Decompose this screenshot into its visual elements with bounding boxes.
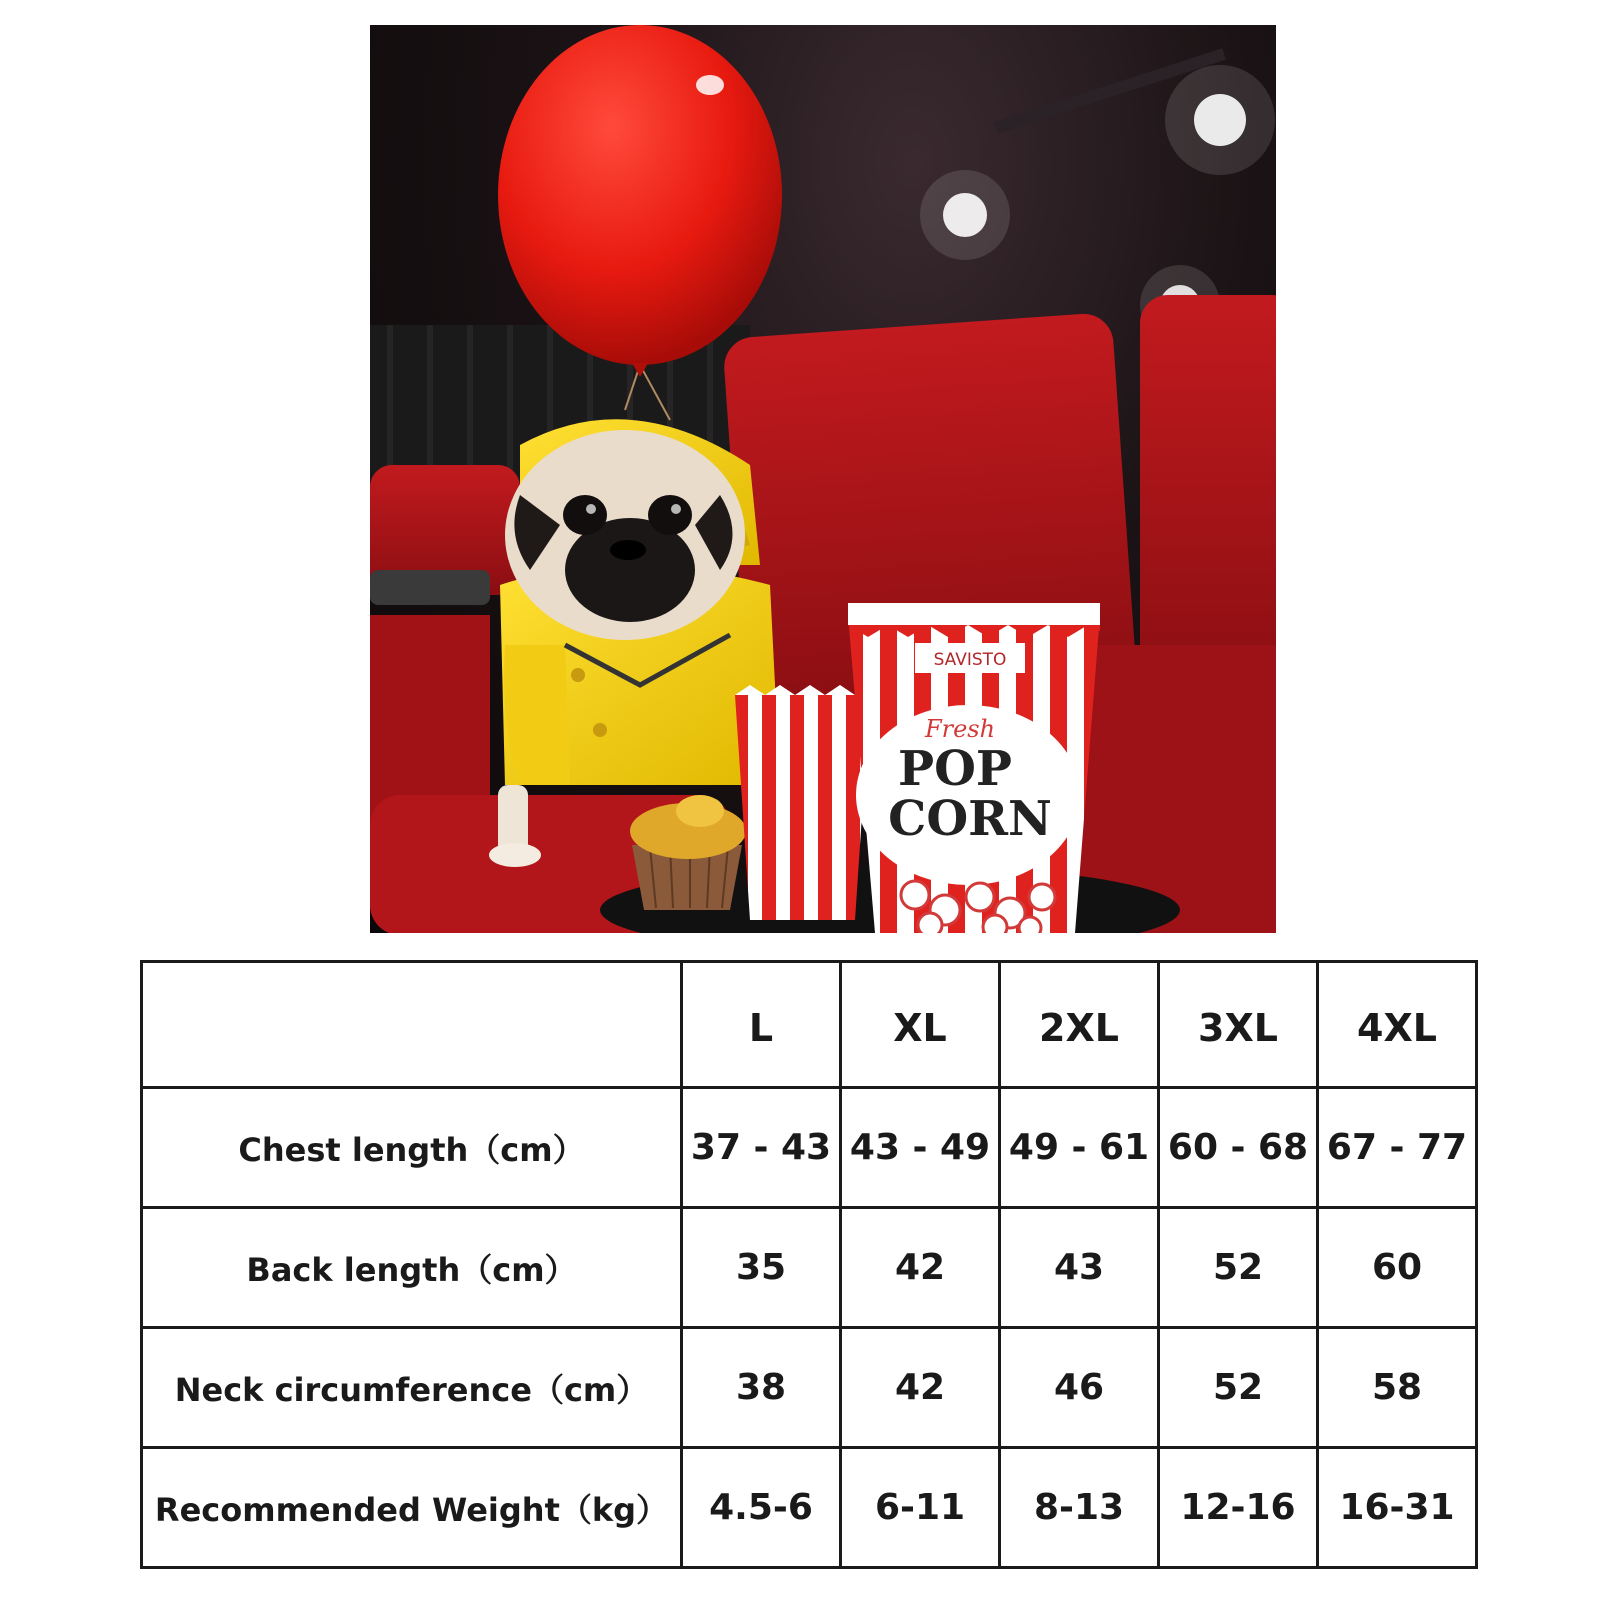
table-cell: 8-13 xyxy=(1000,1448,1159,1568)
table-cell: 43 xyxy=(1000,1208,1159,1328)
table-cell: 37 - 43 xyxy=(682,1088,841,1208)
table-cell: 60 - 68 xyxy=(1159,1088,1318,1208)
table-cell: 43 - 49 xyxy=(841,1088,1000,1208)
header-empty-cell xyxy=(142,962,682,1088)
table-row xyxy=(142,1328,1477,1448)
table-cell: 46 xyxy=(1000,1328,1159,1448)
cupcake xyxy=(630,795,746,910)
popcorn-brand-label: SAVISTO xyxy=(933,650,1007,670)
row-label: Chest length（cm） xyxy=(142,1088,682,1208)
size-header: 2XL xyxy=(1000,962,1159,1088)
product-photo xyxy=(370,25,1276,933)
large-popcorn-box xyxy=(848,603,1100,933)
table-cell: 16-31 xyxy=(1318,1448,1477,1568)
table-cell: 42 xyxy=(841,1328,1000,1448)
table-cell: 12-16 xyxy=(1159,1448,1318,1568)
popcorn-line1-label: POP xyxy=(898,741,1012,797)
table-cell: 52 xyxy=(1159,1328,1318,1448)
row-label: Recommended Weight（kg） xyxy=(142,1448,682,1568)
table-row xyxy=(142,1208,1477,1328)
popcorn-fresh-label: Fresh xyxy=(924,715,996,743)
size-header: 3XL xyxy=(1159,962,1318,1088)
size-header: 4XL xyxy=(1318,962,1477,1088)
row-label: Back length（cm） xyxy=(142,1208,682,1328)
table-cell: 52 xyxy=(1159,1208,1318,1328)
small-popcorn-box xyxy=(735,685,870,920)
table-cell: 58 xyxy=(1318,1328,1477,1448)
size-header: L xyxy=(682,962,841,1088)
table-cell: 67 - 77 xyxy=(1318,1088,1477,1208)
table-cell: 60 xyxy=(1318,1208,1477,1328)
table-cell: 6-11 xyxy=(841,1448,1000,1568)
popcorn-line2-label: CORN xyxy=(888,791,1052,847)
table-cell: 35 xyxy=(682,1208,841,1328)
size-header: XL xyxy=(841,962,1000,1088)
table-cell: 38 xyxy=(682,1328,841,1448)
size-header-row xyxy=(142,962,1477,1088)
size-chart-table xyxy=(140,960,1478,1569)
table-cell: 49 - 61 xyxy=(1000,1088,1159,1208)
pug-cinema-illustration xyxy=(370,25,1276,933)
row-label: Neck circumference（cm） xyxy=(142,1328,682,1448)
table-cell: 42 xyxy=(841,1208,1000,1328)
table-row xyxy=(142,1448,1477,1568)
table-row xyxy=(142,1088,1477,1208)
table-cell: 4.5-6 xyxy=(682,1448,841,1568)
